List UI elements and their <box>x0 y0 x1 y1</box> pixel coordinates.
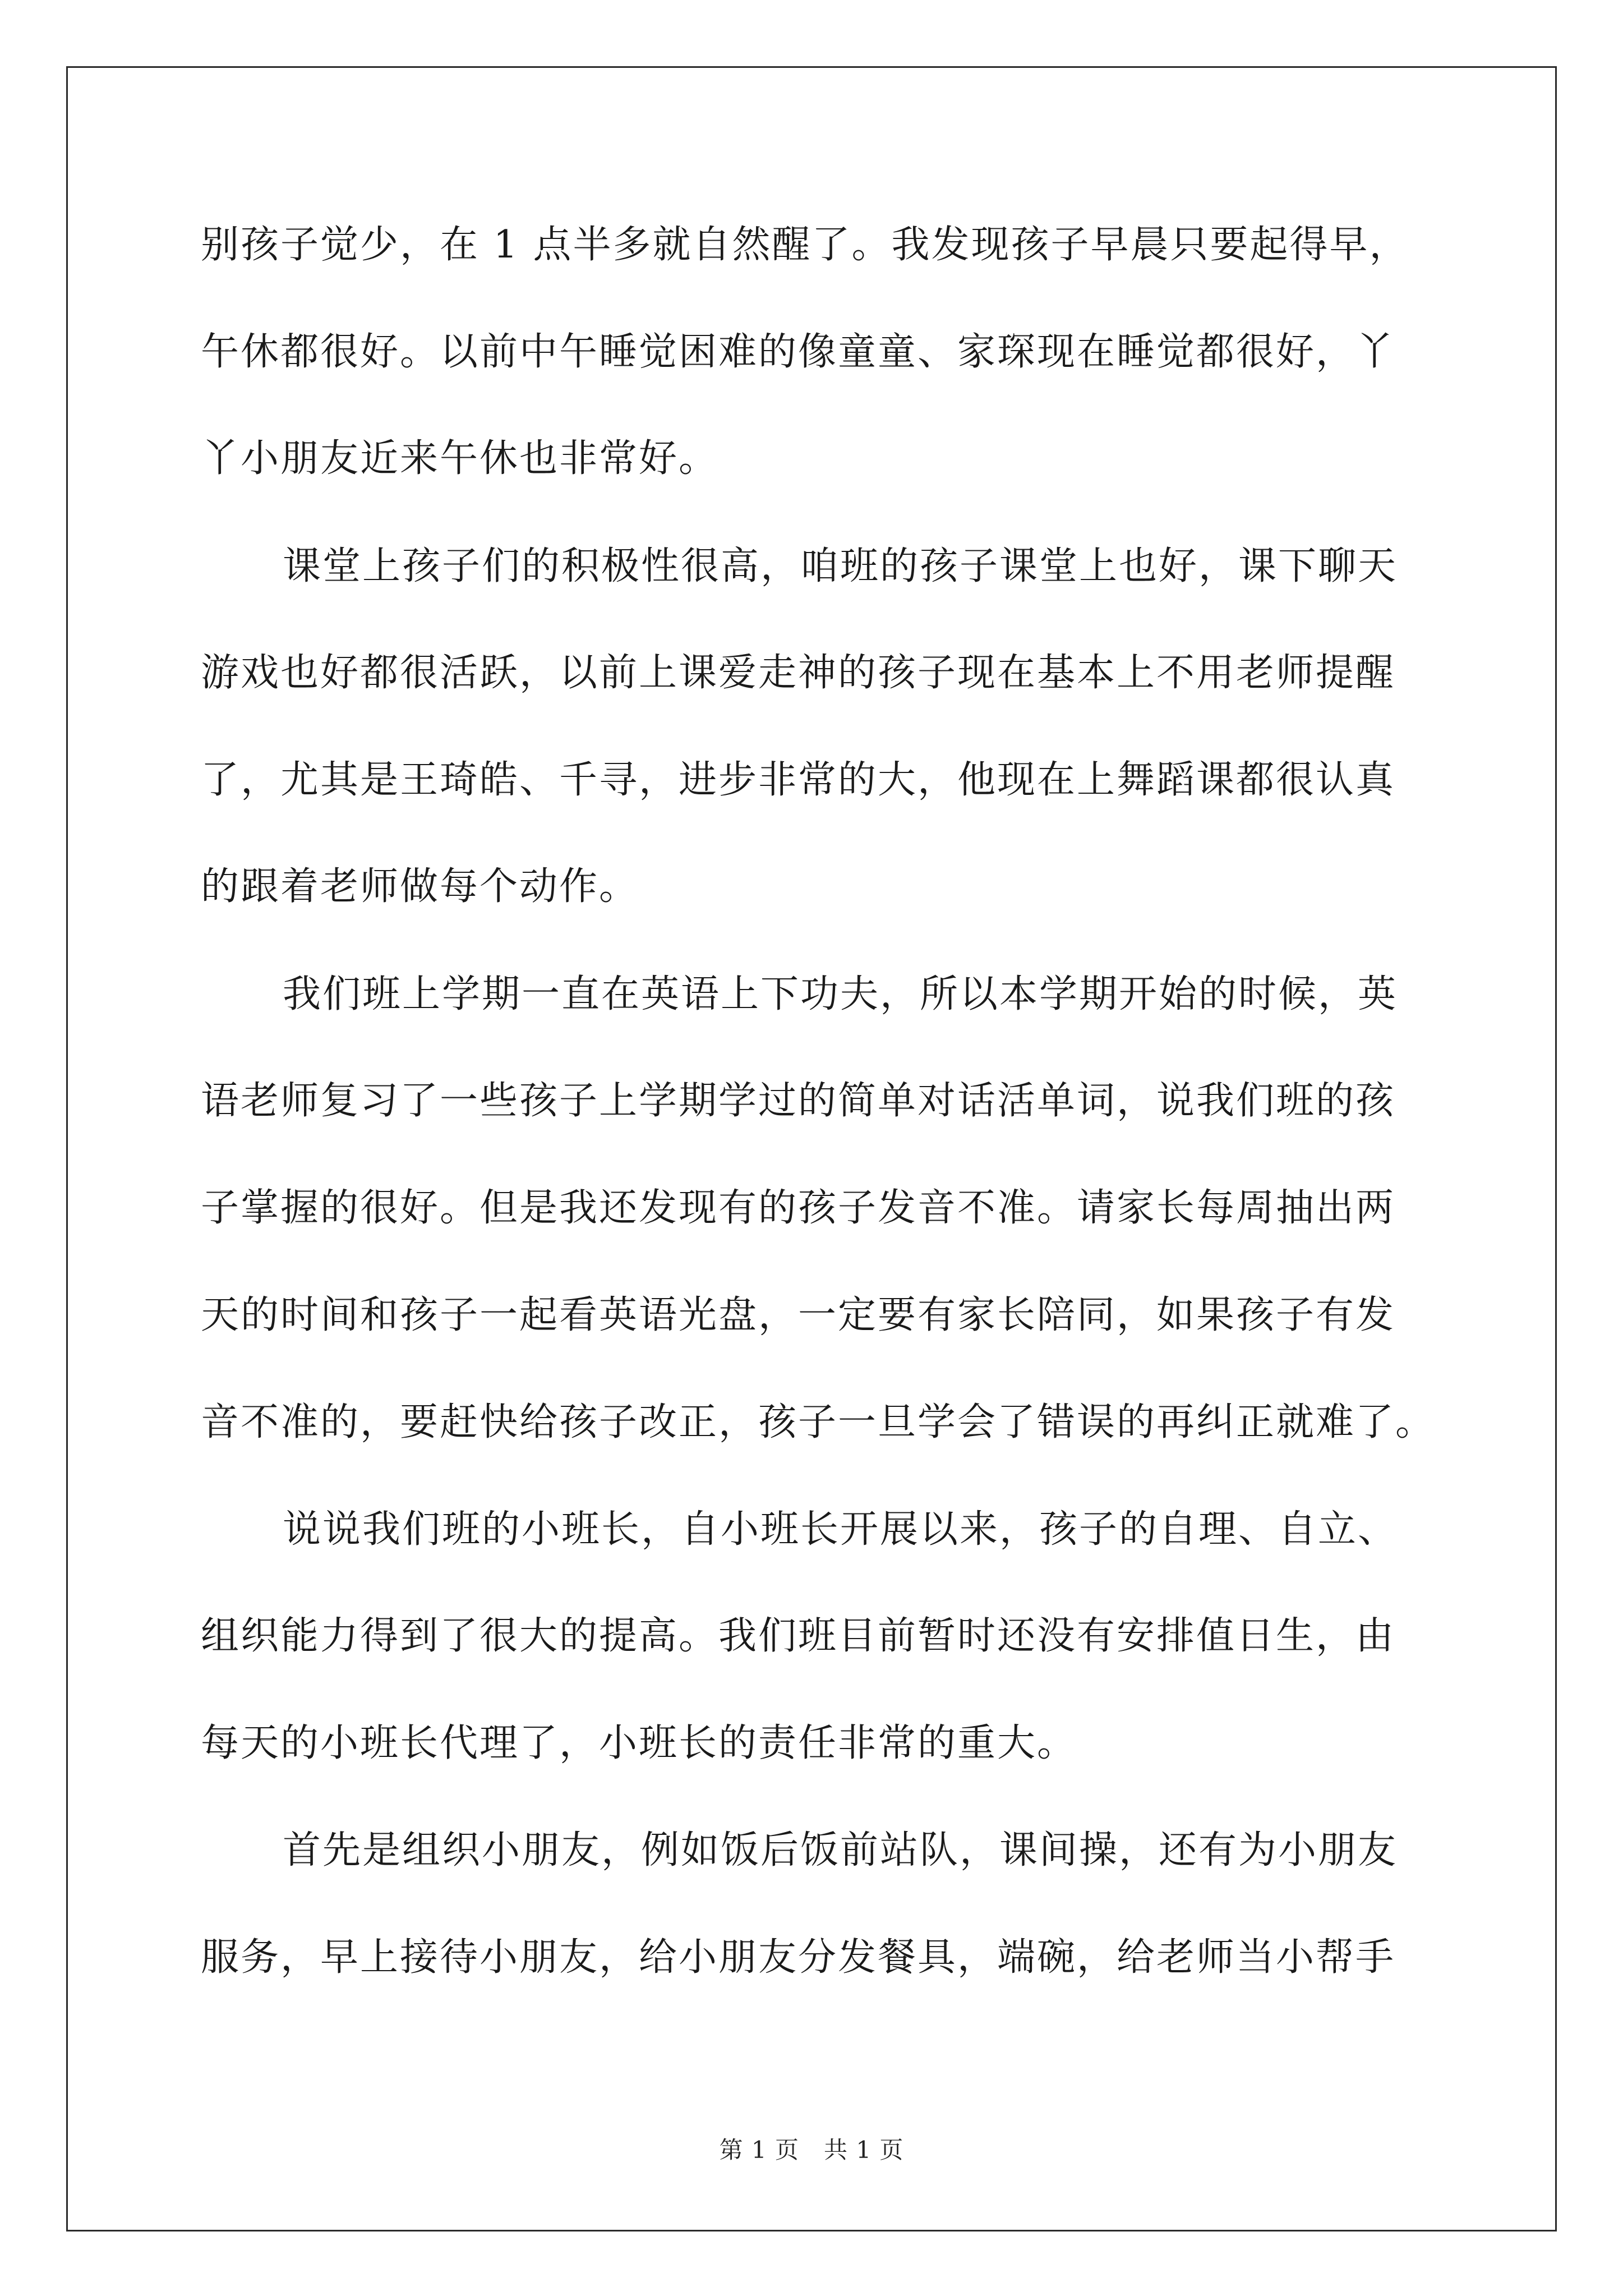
page-border <box>66 66 1557 2231</box>
text-line: 天的时间和孩子一起看英语光盘，一定要有家长陪同，如果孩子有发 <box>201 1293 1396 1337</box>
text-line: 子掌握的很好。但是我还发现有的孩子发音不准。请家长每周抽出两 <box>201 1186 1396 1230</box>
page-total: 共 1 页 <box>824 2136 904 2164</box>
text-line: 语老师复习了一些孩子上学期学过的简单对话活单词，说我们班的孩 <box>201 1079 1396 1123</box>
text-line: 别孩子觉少，在 1 点半多就自然醒了。我发现孩子早晨只要起得早， <box>201 223 1409 267</box>
text-line: 的跟着老师做每个动作。 <box>201 864 639 909</box>
page-footer <box>0 2136 1623 2164</box>
text-line: 服务，早上接待小朋友，给小朋友分发餐具，端碗，给老师当小帮手 <box>201 1935 1396 1980</box>
text-line: 游戏也好都很活跃，以前上课爱走神的孩子现在基本上不用老师提醒 <box>201 651 1396 695</box>
text-line: 音不准的，要赶快给孩子改正，孩子一旦学会了错误的再纠正就难了。 <box>201 1400 1436 1444</box>
paragraph-first-line: 课堂上孩子们的积极性很高，咱班的孩子课堂上也好，课下聊天 <box>283 544 1398 588</box>
paragraph-first-line: 首先是组织小朋友，例如饭后饭前站队，课间操，还有为小朋友 <box>283 1828 1398 1872</box>
page-number: 第 1 页 <box>719 2136 799 2164</box>
text-line: 组织能力得到了很大的提高。我们班目前暂时还没有安排值日生，由 <box>201 1614 1396 1658</box>
text-line: 每天的小班长代理了，小班长的责任非常的重大。 <box>201 1721 1077 1765</box>
text-line: 午休都很好。以前中午睡觉困难的像童童、家琛现在睡觉都很好，丫 <box>201 330 1396 374</box>
paragraph-first-line: 我们班上学期一直在英语上下功夫，所以本学期开始的时候，英 <box>283 972 1398 1016</box>
paragraph-first-line: 说说我们班的小班长，自小班长开展以来，孩子的自理、自立、 <box>283 1507 1398 1552</box>
text-line: 了，尤其是王琦皓、千寻，进步非常的大，他现在上舞蹈课都很认真 <box>201 758 1396 802</box>
text-line: 丫小朋友近来午休也非常好。 <box>201 436 719 481</box>
